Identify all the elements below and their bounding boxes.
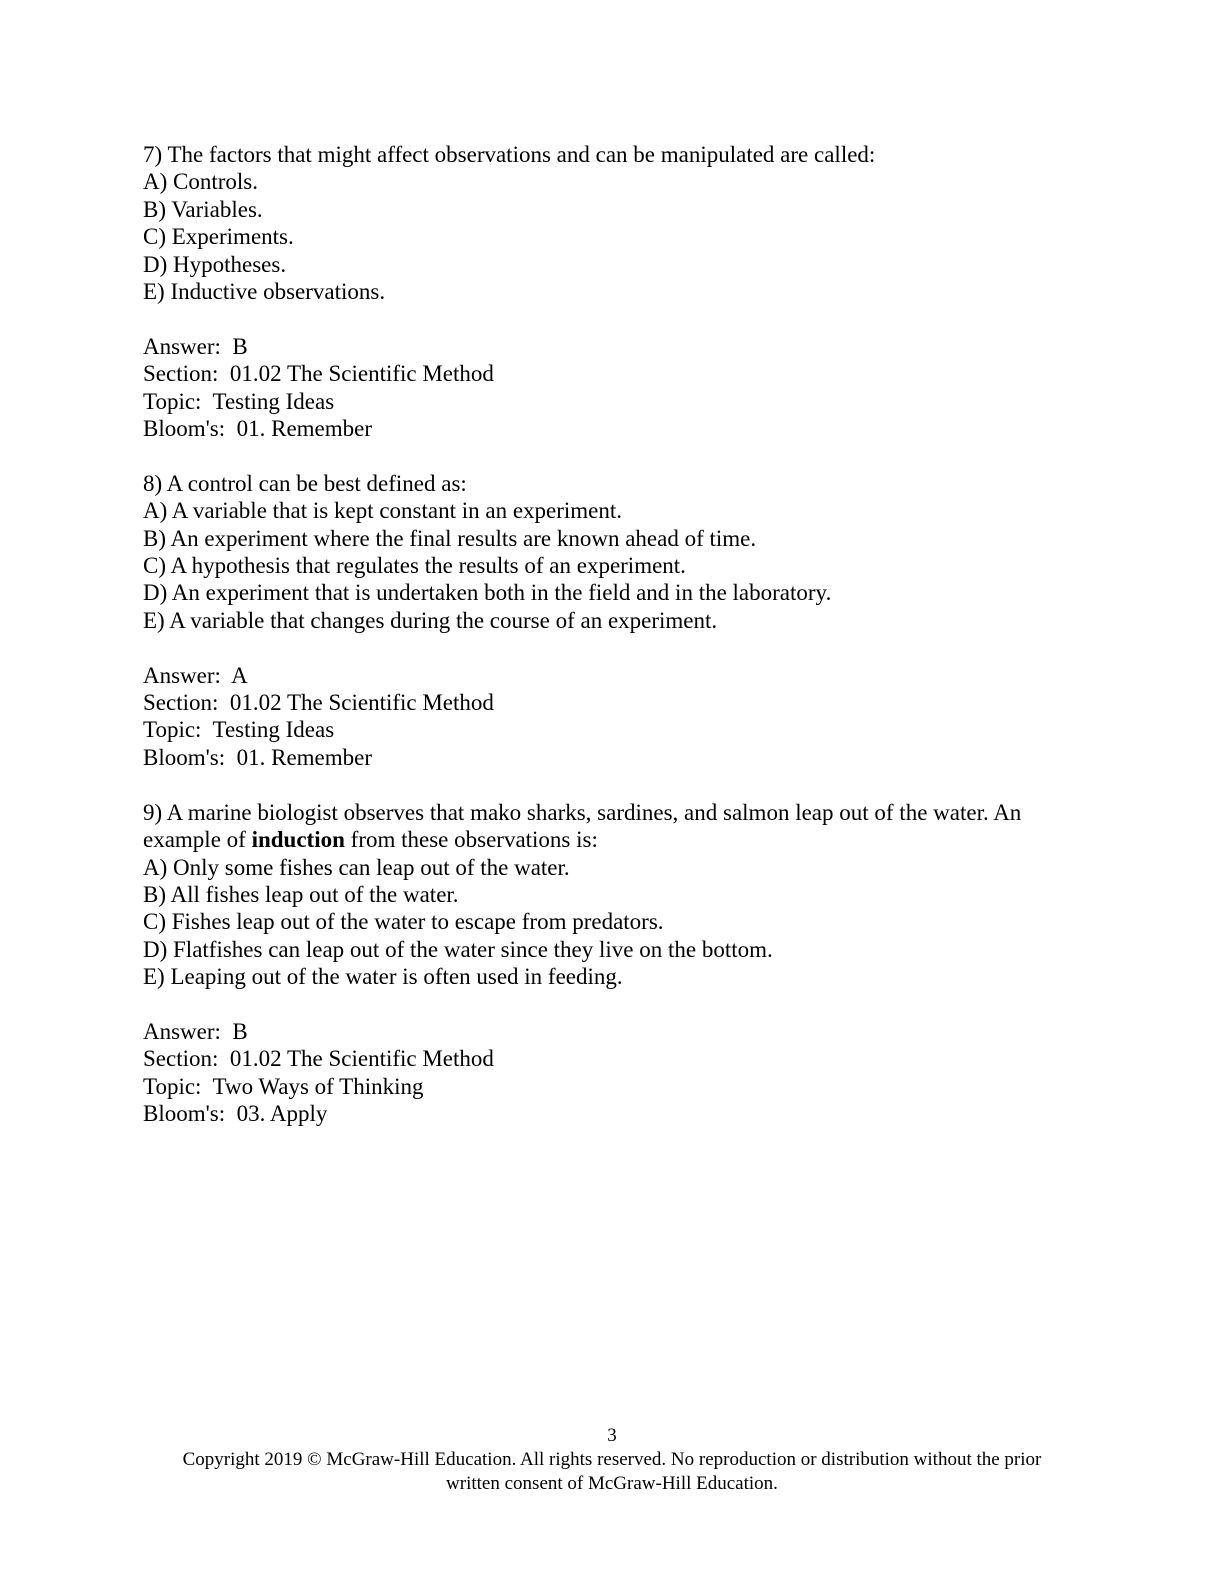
answer-option-d: D) Flatfishes can leap out of the water since they live on the bottom. <box>143 936 773 962</box>
question-stem: 8) A control can be best defined as: <box>143 470 467 496</box>
blooms-label: Bloom's: 03. Apply <box>143 1101 328 1127</box>
answer-option-a: A) A variable that is kept constant in an experiment. <box>143 498 623 524</box>
bold-term: induction <box>251 827 345 853</box>
copyright-line-2: written consent of McGraw-Hill Education. <box>446 1473 778 1494</box>
question-stem-line-2 <box>143 826 1083 853</box>
question-7 <box>143 141 1083 442</box>
section-label: Section: 01.02 The Scientific Method <box>143 361 494 387</box>
answer-option-e: E) A variable that changes during the course of an experiment. <box>143 607 718 633</box>
spacer <box>143 305 1083 332</box>
question-stem: 7) The factors that might affect observations and can be manipulated are called: <box>143 142 876 167</box>
question-8 <box>143 470 1083 771</box>
question-9 <box>143 799 1083 1128</box>
answer-option-c: C) Fishes leap out of the water to escape from predators. <box>143 909 664 935</box>
answer-option-d: D) Hypotheses. <box>143 251 287 277</box>
answer-option-b: B) All fishes leap out of the water. <box>143 881 459 907</box>
stem-text: from these observations is: <box>344 827 598 853</box>
answer-key: Answer: B <box>143 1018 248 1044</box>
spacer <box>143 771 1083 798</box>
answer-key: Answer: A <box>143 662 248 688</box>
answer-option-d: D) An experiment that is undertaken both in the field and in the laboratory. <box>143 580 832 606</box>
blooms-label: Bloom's: 01. Remember <box>143 744 373 770</box>
section-label: Section: 01.02 The Scientific Method <box>143 1046 494 1072</box>
answer-option-e: E) Inductive observations. <box>143 279 386 305</box>
topic-label: Topic: Testing Ideas <box>143 388 335 414</box>
copyright-notice <box>0 1448 1224 1496</box>
answer-option-a: A) Only some fishes can leap out of the water. <box>143 854 570 880</box>
topic-label: Topic: Two Ways of Thinking <box>143 1073 424 1099</box>
spacer <box>143 442 1083 469</box>
answer-option-c: C) Experiments. <box>143 224 294 250</box>
answer-option-a: A) Controls. <box>143 169 258 195</box>
answer-option-e: E) Leaping out of the water is often used in feeding. <box>143 964 623 990</box>
answer-option-b: B) Variables. <box>143 196 263 222</box>
section-label: Section: 01.02 The Scientific Method <box>143 690 494 716</box>
copyright-line-1: Copyright 2019 © McGraw-Hill Education. All rights reserved. No reproduction or distribution without the prior <box>182 1449 1042 1470</box>
spacer <box>143 634 1083 661</box>
answer-option-c: C) A hypothesis that regulates the results of an experiment. <box>143 553 686 579</box>
answer-key: Answer: B <box>143 333 248 359</box>
page-content <box>143 141 1083 1128</box>
question-stem-line-1: 9) A marine biologist observes that mako sharks, sardines, and salmon leap out of the water. An <box>143 799 1022 825</box>
page-number: 3 <box>607 1425 617 1446</box>
spacer <box>143 991 1083 1018</box>
answer-option-b: B) An experiment where the final results are known ahead of time. <box>143 525 757 551</box>
stem-text: example of <box>143 827 252 853</box>
blooms-label: Bloom's: 01. Remember <box>143 416 373 442</box>
topic-label: Topic: Testing Ideas <box>143 717 335 743</box>
